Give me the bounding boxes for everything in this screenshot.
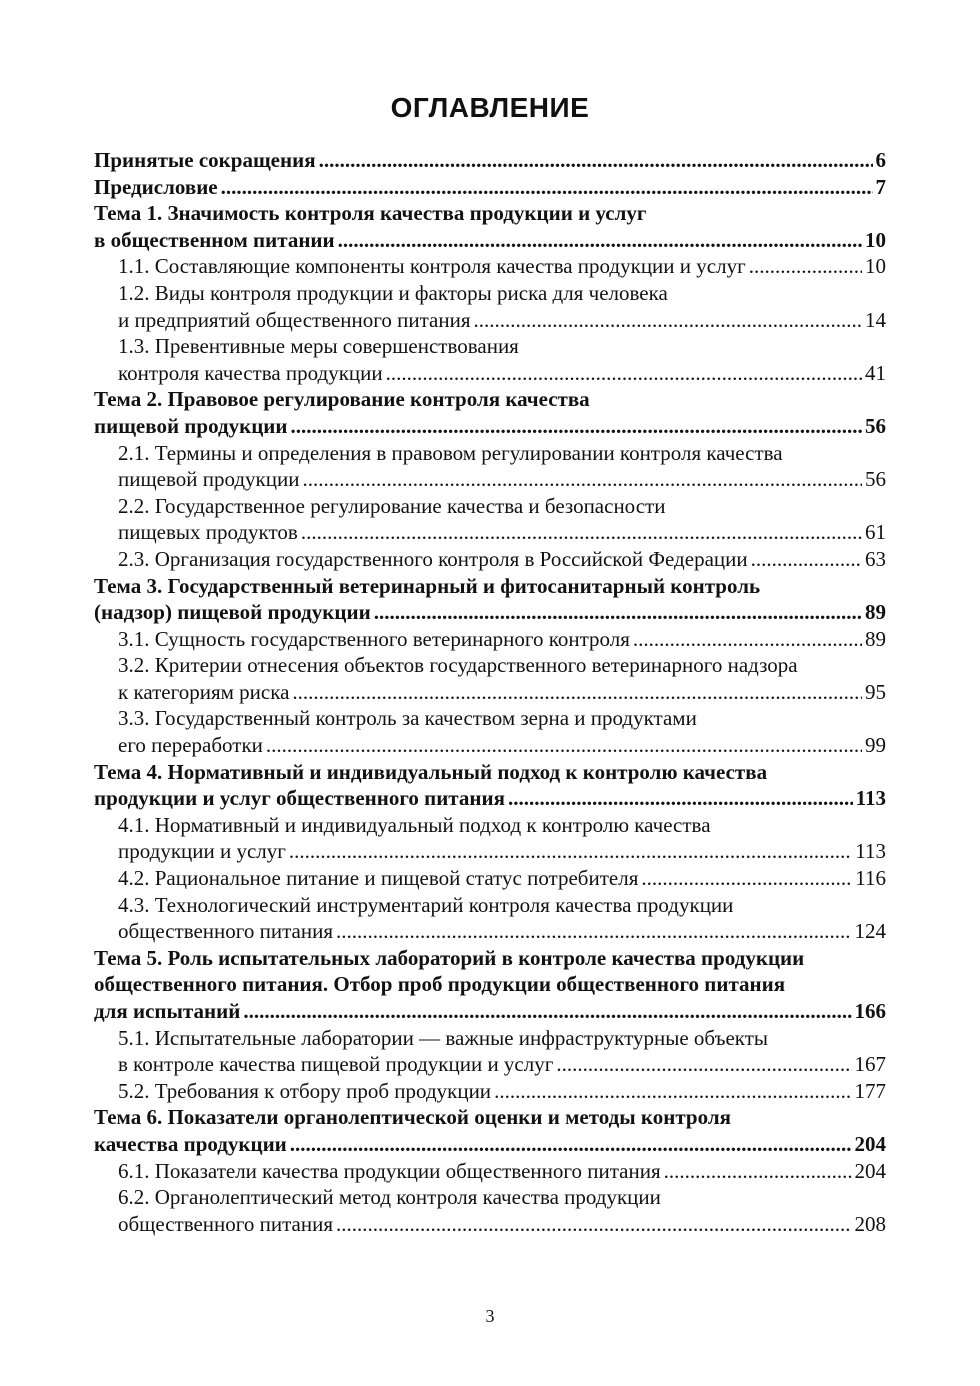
toc-entry-text: 5.1. Испытательные лаборатории — важные инфраструктурные объекты <box>118 1025 768 1050</box>
toc-entry-line <box>94 971 886 998</box>
dot-leader <box>474 307 863 334</box>
toc-section-entry[interactable] <box>94 1025 886 1078</box>
toc-entry-text: 5.2. Требования к отбору проб продукции <box>118 1078 492 1103</box>
toc-entry-text: 4.3. Технологический инструментарий контроля качества продукции <box>118 892 734 917</box>
dot-leader <box>290 1131 852 1158</box>
toc-entry-text: 3.3. Государственный контроль за качеством зерна и продуктами <box>118 706 697 731</box>
toc-page-number: 63 <box>865 546 886 571</box>
toc-section-entry[interactable] <box>94 493 886 546</box>
toc-entry-text: 2.2. Государственное регулирование качества и безопасности <box>118 493 666 518</box>
toc-page-number: 6 <box>875 148 886 172</box>
toc-entry-line <box>94 174 886 201</box>
toc-entry-text: Тема 3. Государственный ветеринарный и фитосанитарный контроль <box>94 573 761 598</box>
toc-entry-text: 2.3. Организация государственного контроля в Российской Федерации <box>118 546 748 571</box>
toc-section-entry[interactable] <box>94 652 886 705</box>
toc-entry-text: 3.2. Критерии отнесения объектов государственного ветеринарного надзора <box>118 653 798 678</box>
toc-page-number: 56 <box>865 467 886 492</box>
toc-topic-entry[interactable] <box>94 386 886 439</box>
toc-page-number: 41 <box>865 360 886 385</box>
toc-section-entry[interactable] <box>94 280 886 333</box>
toc-entry-line <box>94 147 886 174</box>
toc-entry-text: в контроле качества пищевой продукции и услуг <box>118 1052 554 1077</box>
dot-leader <box>336 918 852 945</box>
dot-leader <box>221 174 873 201</box>
toc-topic-entry[interactable] <box>94 759 886 812</box>
toc-entry-text: 6.1. Показатели качества продукции общественного питания <box>118 1158 661 1183</box>
toc-section-entry[interactable] <box>94 812 886 865</box>
toc-entry-line <box>118 679 886 706</box>
toc-entry-line <box>94 785 886 812</box>
toc-section-entry[interactable] <box>94 253 886 280</box>
toc-entry-text: 4.2. Рациональное питание и пищевой статус потребителя <box>118 866 639 891</box>
dot-leader <box>386 360 862 387</box>
toc-entry-line <box>118 1051 886 1078</box>
dot-leader <box>338 227 862 254</box>
toc-front-entry[interactable] <box>94 147 886 174</box>
toc-entry-line <box>94 573 886 600</box>
toc-page-number: 95 <box>865 679 886 704</box>
toc-entry-line <box>118 280 886 307</box>
dot-leader <box>374 599 862 626</box>
toc-page-number: 99 <box>865 733 886 758</box>
toc-entry-line <box>94 1131 886 1158</box>
toc-entry-text: продукции и услуг общественного питания <box>94 786 505 811</box>
toc-page-number: 89 <box>865 600 886 625</box>
toc-entry-text: пищевой продукции <box>118 467 300 492</box>
toc-entry-line <box>118 838 886 865</box>
page-number: 3 <box>485 1306 495 1326</box>
toc-section-entry[interactable] <box>94 1184 886 1237</box>
toc-section-entry[interactable] <box>94 440 886 493</box>
toc-front-entry[interactable] <box>94 174 886 201</box>
toc-section-entry[interactable] <box>94 626 886 653</box>
toc-entry-line <box>118 1078 886 1105</box>
toc-entry-text: Тема 1. Значимость контроля качества продукции и услуг <box>94 201 647 226</box>
toc-entry-text: 4.1. Нормативный и индивидуальный подход к контролю качества <box>118 812 711 837</box>
dot-leader <box>336 1211 852 1238</box>
toc-page-number: 10 <box>865 254 886 279</box>
toc-entry-text: общественного питания. Отбор проб продукции общественного питания <box>94 972 786 997</box>
toc-entry-text: Принятые сокращения <box>94 148 316 172</box>
toc-entry-line <box>118 253 886 280</box>
toc-entry-text: для испытаний <box>94 999 241 1023</box>
toc-entry-line <box>118 493 886 520</box>
toc-entry-text: 1.3. Превентивные меры совершенствования <box>118 334 519 359</box>
toc-topic-entry[interactable] <box>94 200 886 253</box>
toc-page-number: 208 <box>854 1211 886 1236</box>
toc-entry-line <box>94 386 886 413</box>
dot-leader <box>319 147 873 174</box>
toc-entry-text: Предисловие <box>94 174 218 199</box>
page-title: ОГЛАВЛЕНИЕ <box>390 92 590 123</box>
toc-entry-line <box>118 812 886 839</box>
toc-entry-line <box>94 945 886 972</box>
toc-entry-line <box>94 227 886 254</box>
dot-leader <box>302 466 862 493</box>
dot-leader <box>749 253 862 280</box>
toc-section-entry[interactable] <box>94 1078 886 1105</box>
toc-page-number: 124 <box>854 919 886 944</box>
table-of-contents <box>94 147 886 1237</box>
toc-section-entry[interactable] <box>94 705 886 758</box>
toc-topic-entry[interactable] <box>94 1104 886 1157</box>
toc-entry-line <box>94 1104 886 1131</box>
toc-section-entry[interactable] <box>94 333 886 386</box>
toc-entry-line <box>118 1184 886 1211</box>
toc-page-number: 113 <box>855 839 886 864</box>
toc-entry-text: его переработки <box>118 733 263 758</box>
toc-entry-text: Тема 2. Правовое регулирование контроля качества <box>94 387 590 412</box>
dot-leader <box>508 785 853 812</box>
toc-page-number: 14 <box>865 307 886 332</box>
toc-entry-line <box>118 626 886 653</box>
toc-entry-line <box>118 705 886 732</box>
toc-entry-text: к категориям риска <box>118 679 290 704</box>
toc-entry-text: Тема 6. Показатели органолептической оценки и методы контроля <box>94 1105 731 1130</box>
toc-entry-text: общественного питания <box>118 919 333 944</box>
dot-leader <box>664 1158 852 1185</box>
toc-page-number: 7 <box>875 174 886 199</box>
toc-entry-text: пищевой продукции <box>94 413 288 438</box>
toc-topic-entry[interactable] <box>94 945 886 1025</box>
dot-leader <box>291 413 863 440</box>
toc-entry-line <box>118 1158 886 1185</box>
toc-page-number: 166 <box>854 999 886 1023</box>
toc-page-number: 61 <box>865 520 886 545</box>
toc-page-number: 167 <box>854 1052 886 1077</box>
toc-section-entry[interactable] <box>94 546 886 573</box>
toc-page-number: 113 <box>855 786 886 811</box>
toc-entry-text: 1.2. Виды контроля продукции и факторы риска для человека <box>118 280 668 305</box>
toc-entry-line <box>118 440 886 467</box>
toc-entry-line <box>118 360 886 387</box>
toc-entry-line <box>118 519 886 546</box>
toc-page-number: 89 <box>865 626 886 651</box>
toc-entry-line <box>94 200 886 227</box>
dot-leader <box>494 1078 851 1105</box>
dot-leader <box>292 679 862 706</box>
toc-entry-line <box>118 732 886 759</box>
toc-page-number: 10 <box>865 227 886 252</box>
toc-entry-text: контроля качества продукции <box>118 360 383 385</box>
toc-topic-entry[interactable] <box>94 573 886 626</box>
toc-entry-text: (надзор) пищевой продукции <box>94 600 371 625</box>
toc-page-number: 204 <box>854 1158 886 1183</box>
toc-entry-line <box>94 998 886 1025</box>
toc-entry-text: 2.1. Термины и определения в правовом регулировании контроля качества <box>118 440 783 465</box>
toc-page-number: 116 <box>855 866 886 891</box>
toc-entry-text: 1.1. Составляющие компоненты контроля качества продукции и услуг <box>118 254 746 279</box>
dot-leader <box>243 998 851 1025</box>
toc-entry-text: 3.1. Сущность государственного ветеринарного контроля <box>118 626 630 651</box>
toc-entry-text: пищевых продуктов <box>118 520 298 545</box>
toc-page-number: 56 <box>865 413 886 438</box>
toc-page-number: 177 <box>854 1078 886 1103</box>
toc-entry-line <box>118 307 886 334</box>
toc-entry-text: продукции и услуг <box>118 839 286 864</box>
toc-entry-text: качества продукции <box>94 1131 287 1156</box>
toc-entry-line <box>118 1211 886 1238</box>
toc-section-entry[interactable] <box>94 1158 886 1185</box>
dot-leader <box>266 732 862 759</box>
toc-entry-text: 6.2. Органолептический метод контроля качества продукции <box>118 1185 661 1210</box>
toc-entry-line <box>118 546 886 573</box>
toc-entry-line <box>118 918 886 945</box>
dot-leader <box>556 1051 851 1078</box>
toc-section-entry[interactable] <box>94 865 886 892</box>
dot-leader <box>289 838 852 865</box>
dot-leader <box>641 865 852 892</box>
toc-section-entry[interactable] <box>94 892 886 945</box>
toc-entry-line <box>118 466 886 493</box>
dot-leader <box>751 546 862 573</box>
toc-entry-line <box>94 599 886 626</box>
toc-entry-text: в общественном питании <box>94 227 335 252</box>
toc-entry-line <box>118 333 886 360</box>
toc-entry-line <box>94 759 886 786</box>
dot-leader <box>633 626 862 653</box>
toc-entry-line <box>118 892 886 919</box>
toc-entry-line <box>118 652 886 679</box>
toc-entry-text: Тема 5. Роль испытательных лабораторий в контроле качества продукции <box>94 945 805 970</box>
toc-entry-text: общественного питания <box>118 1211 333 1236</box>
toc-entry-text: и предприятий общественного питания <box>118 307 471 332</box>
toc-entry-line <box>118 1025 886 1052</box>
toc-page-number: 204 <box>854 1131 886 1156</box>
toc-entry-text: Тема 4. Нормативный и индивидуальный подход к контролю качества <box>94 759 768 784</box>
toc-entry-line <box>94 413 886 440</box>
toc-entry-line <box>118 865 886 892</box>
dot-leader <box>301 519 862 546</box>
